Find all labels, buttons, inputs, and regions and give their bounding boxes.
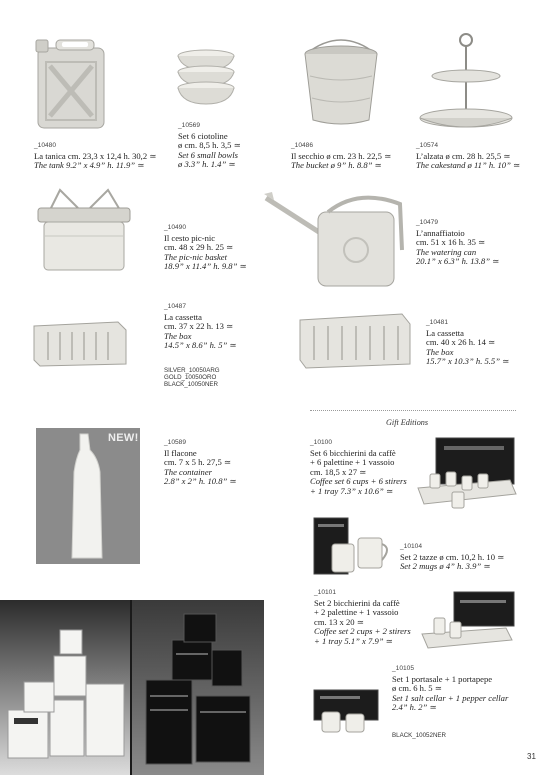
coffee-set-2-image <box>420 590 516 652</box>
product-name: Set 6 bicchierini da caffè <box>310 447 396 458</box>
coffee-set-6-image <box>414 436 518 516</box>
page-number: 31 <box>527 752 536 761</box>
variant-black: BLACK_10050NER <box>164 381 219 389</box>
product-name: Set 2 bicchierini da caffè <box>314 597 400 608</box>
mugs-image <box>312 516 394 580</box>
product-name: La cassetta <box>426 327 464 338</box>
bucket-image <box>300 36 382 128</box>
product-name: Il secchio ø cm. 23 h. 22,5 ≃ <box>291 150 392 161</box>
product-name: L’alzata ø cm. 28 h. 25,5 ≃ <box>416 150 511 161</box>
product-dims-en: ø 3.3” h. 1.4” ≃ <box>178 159 236 170</box>
variant-silver: SILVER_10050ARG <box>164 367 220 374</box>
product-mugs <box>400 542 504 572</box>
product-dims: cm. 37 x 22 h. 13 ≃ <box>164 321 234 332</box>
product-salt-pepper <box>392 664 508 713</box>
product-coffee-set-6 <box>310 438 407 497</box>
gift-divider <box>310 410 516 411</box>
product-code: _10574 <box>416 142 439 149</box>
product-cakestand <box>416 141 520 171</box>
product-code: _10104 <box>400 543 423 550</box>
product-bowls <box>178 121 241 170</box>
gift-editions-title: Gift Editions <box>386 418 429 427</box>
product-code: _10101 <box>314 589 337 596</box>
product-name-en: The box <box>164 330 192 341</box>
product-code: _10486 <box>291 142 314 149</box>
product-dims: cm. 18,5 x 27 ≃ <box>310 466 367 477</box>
product-dims-en: 20.1” x 6.3” h. 13.8” ≃ <box>416 256 500 267</box>
product-dims-en: 2.4” h. 2” ≃ <box>392 702 437 713</box>
product-name-2: + 2 palettine + 1 vassoio <box>314 607 399 618</box>
product-code: _10100 <box>310 439 333 446</box>
product-name-en: Coffee set 2 cups + 2 stirers <box>314 626 411 637</box>
product-bucket <box>291 141 391 171</box>
tank-image <box>32 38 110 130</box>
product-dims-en: + 1 tray 5.1” x 7.9” ≃ <box>314 635 393 646</box>
product-dims-en: 2.8” x 2” h. 10.8” ≃ <box>164 476 237 487</box>
product-name-en: The container <box>164 466 212 477</box>
product-container <box>164 438 237 487</box>
product-name: La cassetta <box>164 311 202 322</box>
product-crate-large <box>426 318 509 367</box>
product-dims-en: + 1 tray 7.3” x 10.6” ≃ <box>310 485 394 496</box>
new-product-panel <box>36 428 140 564</box>
product-tank <box>34 141 156 171</box>
product-name-en: The watering can <box>416 246 477 257</box>
product-dims: cm. 48 x 29 h. 25 ≃ <box>164 242 234 253</box>
product-code: _10479 <box>416 219 439 226</box>
product-name-en: The tank 9.2” x 4.9” h. 11.9” ≃ <box>34 160 145 171</box>
product-code: _10589 <box>164 439 187 446</box>
product-name-2: + 6 palettine + 1 vassoio <box>310 457 395 468</box>
bowls-image <box>176 48 236 108</box>
product-name: Il flacone <box>164 447 197 458</box>
product-name: L’annaffiatoio <box>416 227 465 238</box>
product-name-en: The cakestand ø 11” h. 10” ≃ <box>416 160 521 171</box>
product-name: La tanica cm. 23,3 x 12,4 h. 30,2 ≃ <box>34 150 157 161</box>
product-code: _10105 <box>392 665 415 672</box>
product-code: _10490 <box>164 224 187 231</box>
new-badge: NEW! <box>108 432 139 444</box>
watering-can-image <box>262 190 408 290</box>
salt-pepper-image <box>312 686 392 738</box>
cakestand-image <box>418 32 514 134</box>
product-dims: ø cm. 8,5 h. 3,5 ≃ <box>178 140 241 151</box>
product-dims: cm. 40 x 26 h. 14 ≃ <box>426 337 496 348</box>
product-dims: cm. 7 x 5 h. 27,5 ≃ <box>164 457 232 468</box>
product-picnic-basket <box>164 223 247 272</box>
variant-gold: GOLD_10050ORO <box>164 374 217 382</box>
product-name-en: Set 2 mugs ø 4” h. 3.9” ≃ <box>400 561 491 572</box>
product-name: Il cesto pic-nic <box>164 232 216 243</box>
product-name-en: Coffee set 6 cups + 6 stirers <box>310 476 407 487</box>
packaging-photo <box>0 600 264 775</box>
product-dims: cm. 51 x 16 h. 35 ≃ <box>416 237 486 248</box>
product-crate-small <box>164 302 237 351</box>
color-variants <box>164 367 220 389</box>
product-dims-en: 18.9” x 11.4” h. 9.8” ≃ <box>164 261 247 272</box>
product-dims: cm. 13 x 20 ≃ <box>314 616 364 627</box>
product-dims-en: 15.7” x 10.3” h. 5.5” ≃ <box>426 356 510 367</box>
product-code: _10569 <box>178 122 201 129</box>
product-watering-can <box>416 218 499 267</box>
black-variant: BLACK_10052NER <box>392 732 447 739</box>
product-code: _10487 <box>164 303 187 310</box>
product-code: _10481 <box>426 319 449 326</box>
product-dims: ø cm. 6 h. 5 ≃ <box>392 683 442 694</box>
product-name-en: The bucket ø 9” h. 8.8” ≃ <box>291 160 382 171</box>
product-dims-en: 14.5” x 8.6” h. 5” ≃ <box>164 340 237 351</box>
product-name-en: Set 6 small bowls <box>178 149 238 160</box>
crate-large-image <box>298 312 412 370</box>
product-code: _10480 <box>34 142 57 149</box>
product-name-en: The box <box>426 346 454 357</box>
product-name: Set 6 ciotoline <box>178 130 228 141</box>
product-name: Set 1 portasale + 1 portapepe <box>392 673 493 684</box>
product-name-en: Set 1 salt cellar + 1 pepper cellar <box>392 692 509 703</box>
product-coffee-set-2 <box>314 588 411 647</box>
product-name-en: The pic-nic basket <box>164 251 228 262</box>
picnic-basket-image <box>34 186 134 272</box>
crate-small-image <box>32 320 128 368</box>
product-name: Set 2 tazze ø cm. 10,2 h. 10 ≃ <box>400 551 505 562</box>
